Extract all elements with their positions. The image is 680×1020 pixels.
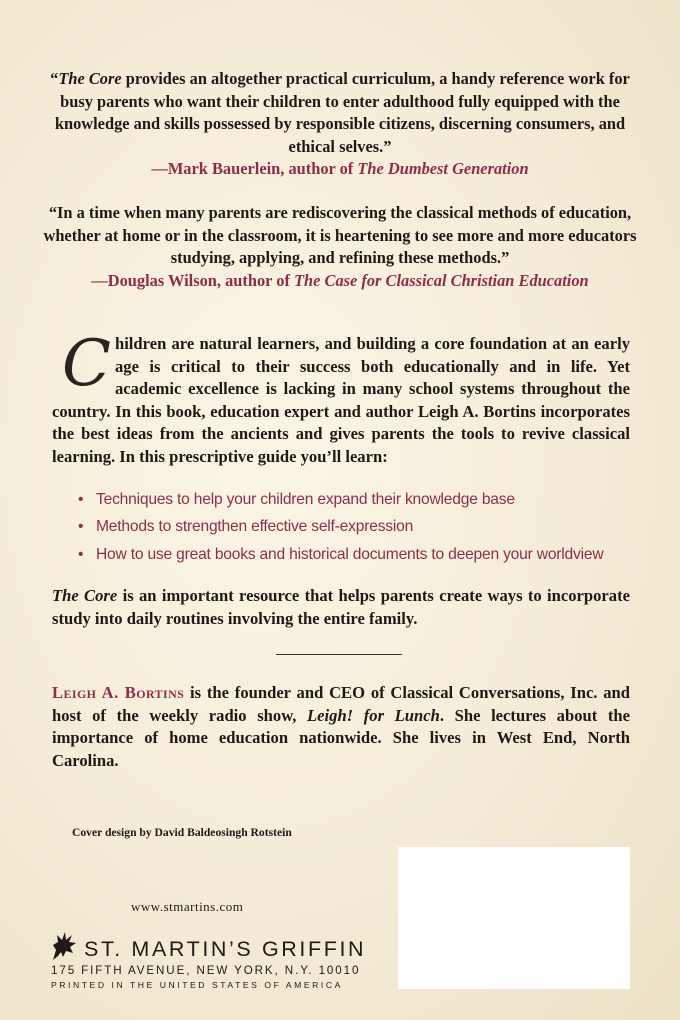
publisher-address: 175 FIFTH AVENUE, NEW YORK, N.Y. 10010 bbox=[51, 964, 361, 977]
bio-text-2: . She lectures about the importance of home education nationwide. She lives in West End, North Carolina. bbox=[52, 705, 630, 770]
attribution-author: —Mark Bauerlein, author of bbox=[151, 159, 358, 178]
bullet-text: Techniques to help your children expand their knowledge base bbox=[96, 491, 515, 508]
author-bio bbox=[52, 682, 630, 772]
bullet-list bbox=[78, 486, 603, 568]
closing-book-title: The Core bbox=[52, 586, 118, 605]
quote-book-title: The Core bbox=[58, 69, 122, 88]
cover-design-credit: Cover design by David Baldeosingh Rotstein bbox=[72, 826, 292, 839]
attribution-book: The Dumbest Generation bbox=[357, 159, 529, 178]
quote-text: provides an altogether practical curriculum, a handy reference work for busy parents who want their children to enter adulthood fully equipped with the knowledge and skills possessed by responsible citizens, discerning consumers, and ethical selves. bbox=[54, 69, 630, 156]
bullet-item bbox=[78, 513, 603, 540]
barcode-placeholder bbox=[398, 847, 630, 989]
quote-attribution bbox=[91, 271, 588, 290]
quote-attribution bbox=[151, 159, 528, 178]
quote-text: In a time when many parents are rediscovering the classical methods of education, whether at home or in the classroom, it is heartening to see more and more educators studying, applying, and refining these methods. bbox=[43, 203, 637, 267]
close-quote: ” bbox=[501, 248, 510, 267]
close-quote: ” bbox=[383, 136, 392, 156]
bullet-marker: • bbox=[78, 545, 84, 563]
bullet-item bbox=[78, 486, 603, 513]
bullet-text: Methods to strengthen effective self-expression bbox=[96, 518, 414, 536]
printed-notice: PRINTED IN THE UNITED STATES OF AMERICA bbox=[51, 980, 343, 990]
section-divider bbox=[276, 654, 402, 655]
quote-wilson bbox=[40, 202, 640, 292]
attribution-book: The Case for Classical Christian Education bbox=[294, 270, 589, 290]
bio-text-1: is the founder and CEO of Classical Conversations, Inc. and host of the weekly radio show, bbox=[52, 683, 630, 725]
description-closing bbox=[52, 585, 630, 630]
open-quote: “ bbox=[48, 203, 58, 222]
radio-show-title: Leigh! for Lunch bbox=[307, 705, 440, 725]
website-link[interactable]: www.stmartins.com bbox=[131, 899, 244, 914]
bullet-text: How to use great books and historical documents to deepen your worldview bbox=[96, 545, 604, 563]
intro-text: hildren are natural learners, and building a core foundation at an early age is critical to their success both educationally and in life. Yet academic excellence is lacking in many school systems throughout the country. In this book, education expert and author Leigh A. Bortins incorporates the best ideas from the ancients and gives parents the tools to revive classical learning. In this prescriptive guide you’ll learn: bbox=[52, 334, 630, 466]
quote-bauerlein bbox=[40, 68, 640, 181]
bullet-marker: • bbox=[78, 518, 84, 536]
drop-cap: C bbox=[62, 327, 111, 401]
bullet-item bbox=[78, 541, 603, 568]
closing-text: is an important resource that helps parents create ways to incorporate study into daily routines involving the entire family. bbox=[52, 586, 630, 628]
description-intro bbox=[52, 327, 630, 468]
open-quote: “ bbox=[50, 69, 59, 88]
griffin-logo-icon bbox=[50, 931, 78, 961]
author-name: Leigh A. Bortins bbox=[52, 683, 185, 702]
publisher-name: ST. MARTIN’S GRIFFIN bbox=[84, 937, 367, 961]
attribution-author: —Douglas Wilson, author of bbox=[91, 270, 295, 290]
bullet-marker: • bbox=[78, 491, 84, 508]
